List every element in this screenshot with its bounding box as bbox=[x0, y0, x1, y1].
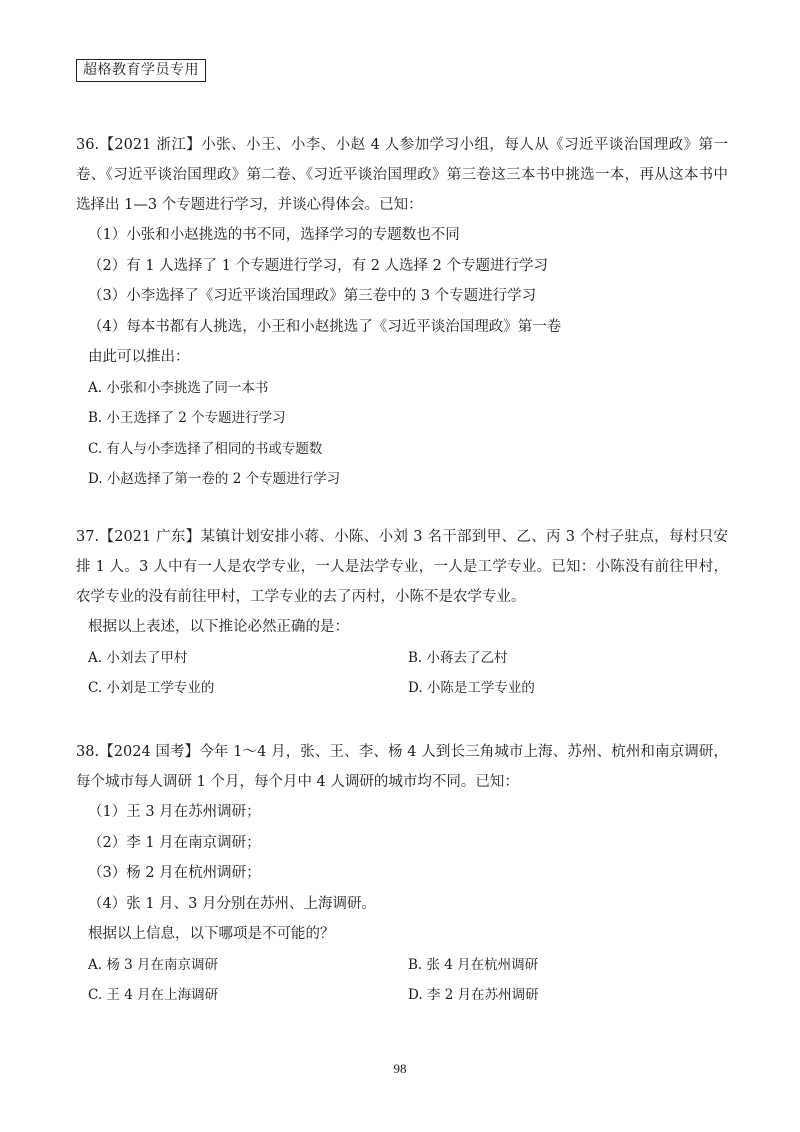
option-a: A. 小刘去了甲村 bbox=[88, 649, 188, 666]
option-c: C. 有人与小李选择了相同的书或专题数 bbox=[88, 440, 323, 457]
options-row bbox=[76, 950, 728, 981]
question-prompt: 根据以上信息，以下哪项是不可能的？ bbox=[88, 926, 335, 942]
question-37 bbox=[76, 522, 728, 704]
header-tag: 超格教育学员专用 bbox=[76, 59, 206, 82]
option-a: A. 小张和小李挑选了同一本书 bbox=[88, 379, 269, 396]
question-38 bbox=[76, 737, 728, 1011]
condition-item: （1）小张和小赵挑选的书不同，选择学习的专题数也不同 bbox=[88, 227, 460, 243]
condition-item: （4）张 1 月、3 月分别在苏州、上海调研。 bbox=[88, 895, 377, 912]
question-stem: 37.【2021 广东】某镇计划安排小蒋、小陈、小刘 3 名干部到甲、乙、丙 3 个村子驻点，每村只安排 1 人。3 人中有一人是农学专业，一人是法学专业，一人是工学专业。已知：小陈没有前往甲村，农学专业的没有前往甲村，工学专业的去了丙村，小陈不是农学专业。 bbox=[76, 529, 728, 605]
condition-item: （3）小李选择了《习近平谈治国理政》第三卷中的 3 个专题进行学习 bbox=[88, 288, 537, 304]
option-b: B. 张 4 月在杭州调研 bbox=[408, 956, 539, 973]
option-d: D. 小赵选择了第一卷的 2 个专题进行学习 bbox=[88, 471, 341, 487]
question-prompt: 由此可以推出： bbox=[88, 349, 190, 365]
page-number: 98 bbox=[393, 1061, 407, 1076]
options-row bbox=[76, 673, 728, 704]
option-c: C. 小刘是工学专业的 bbox=[88, 680, 215, 696]
option-b: B. 小蒋去了乙村 bbox=[408, 649, 508, 666]
condition-item: （1）王 3 月在苏州调研； bbox=[88, 804, 261, 820]
question-36 bbox=[76, 130, 728, 495]
condition-item: （2）李 1 月在南京调研； bbox=[88, 834, 261, 851]
option-b: B. 小王选择了 2 个专题进行学习 bbox=[88, 410, 286, 426]
question-stem: 36.【2021 浙江】小张、小王、小李、小赵 4 人参加学习小组，每人从《习近平谈治国理政》第一卷、《习近平谈治国理政》第二卷、《习近平谈治国理政》第三卷这三本书中挑选一本，再从这本书中选择出 1—3 个专题进行学习，并谈心得体会。已知： bbox=[76, 137, 728, 213]
condition-item: （3）杨 2 月在杭州调研； bbox=[88, 865, 261, 881]
option-a: A. 杨 3 月在南京调研 bbox=[88, 956, 219, 973]
option-d: D. 小陈是工学专业的 bbox=[408, 680, 535, 696]
options-row bbox=[76, 980, 728, 1011]
option-c: C. 王 4 月在上海调研 bbox=[88, 987, 219, 1003]
condition-item: （4）每本书都有人挑选，小王和小赵挑选了《习近平谈治国理政》第一卷 bbox=[88, 318, 562, 335]
question-prompt: 根据以上表述，以下推论必然正确的是： bbox=[88, 619, 349, 635]
options-row bbox=[76, 643, 728, 674]
option-d: D. 李 2 月在苏州调研 bbox=[408, 987, 539, 1003]
question-stem: 38.【2024 国考】今年 1～4 月，张、王、李、杨 4 人到长三角城市上海、苏州、杭州和南京调研，每个城市每人调研 1 个月，每个月中 4 人调研的城市均不同。已知： bbox=[76, 744, 728, 790]
condition-item: （2）有 1 人选择了 1 个专题进行学习，有 2 人选择 2 个专题进行学习 bbox=[88, 257, 548, 274]
